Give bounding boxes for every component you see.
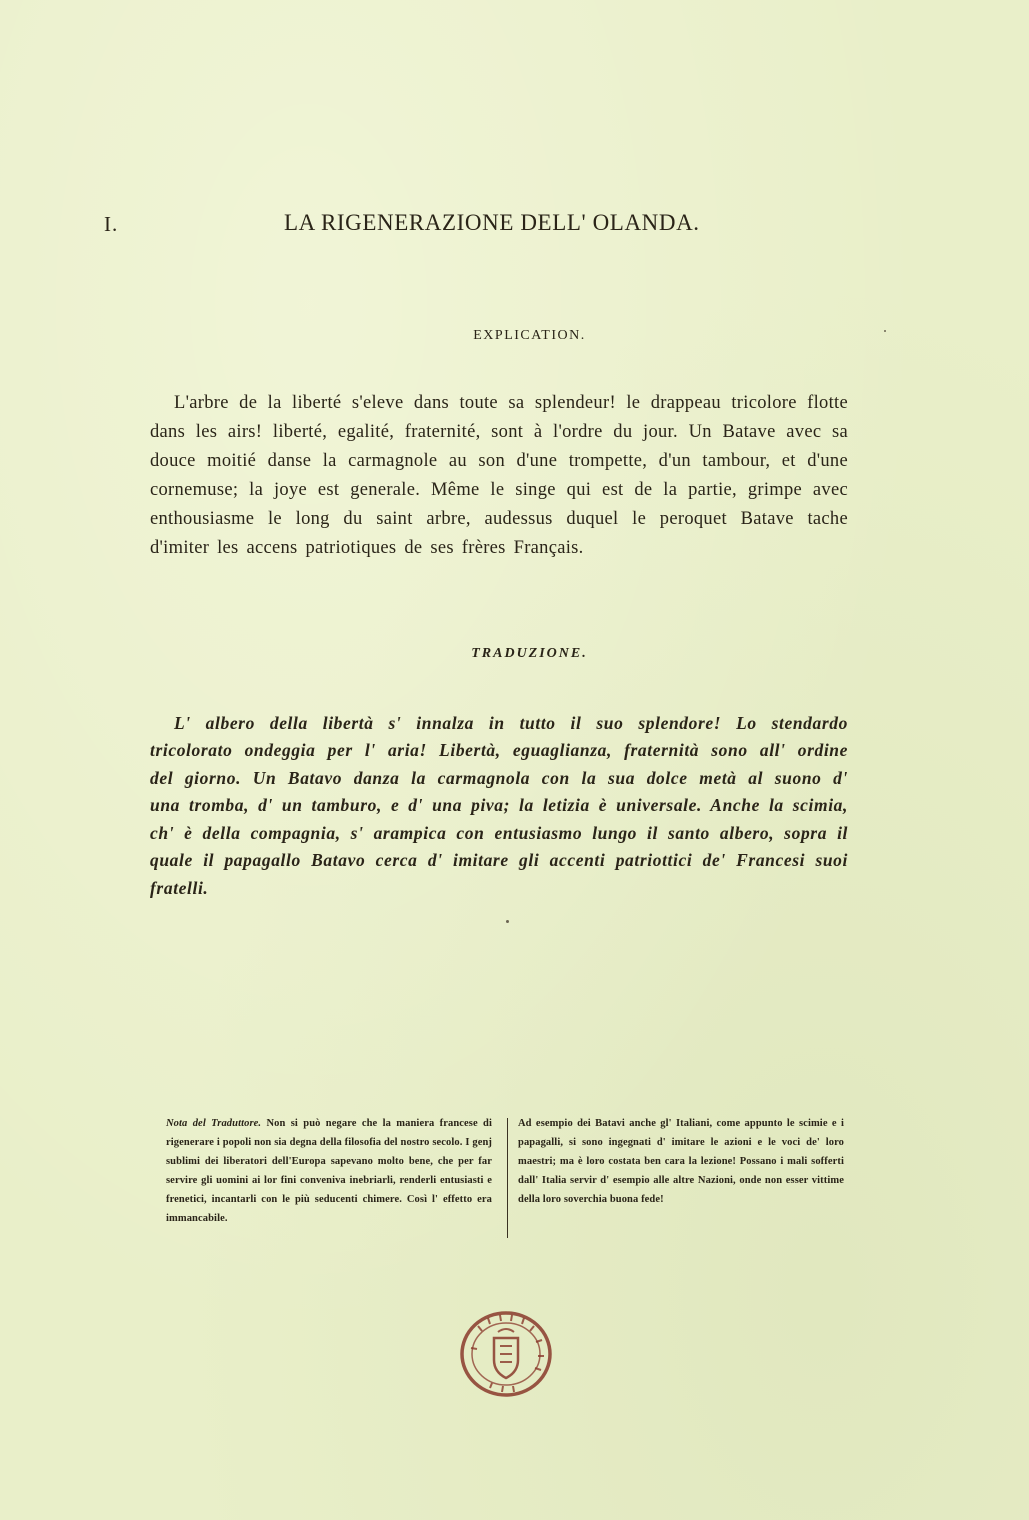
page-title: LA RIGENERAZIONE DELL' OLANDA. <box>284 210 700 235</box>
translator-note-right-column <box>518 1114 844 1209</box>
traduzione-paragraph: L' albero della libertà s' innalza in tutto il suo splendore! Lo stendardo tricolorato ondeggia per l' aria! Libertà, eguaglianza, fraternità sono all' ordine del giorno. Un Batavo danza la carmagnola con la sua dolce metà al suono d' una tromba, d' un tamburo, e d' una piva; la letizia è universale. Anche la scimia, ch' è della compagnia, s' arampica con entusiasmo lungo il santo albero, sopra il quale il papagallo Batavo cerca d' imitare gli accenti patriottici de' Francesi suoi fratelli. <box>150 712 848 898</box>
explication-paragraph: L'arbre de la liberté s'eleve dans toute sa splendeur! le drappeau tricolore flotte dans les airs! liberté, egalité, fraternité, sont à l'ordre du jour. Un Batave avec sa douce moitié danse la carmagnole au son d'une trompette, d'un tambour, et d'une cornemuse; la joye est generale. Même le singe qui est de la partie, grimpe avec enthousiasme le long du saint arbre, audessus duquel le peroquet Batave tache d'imiter les accens patriotiques de ses frères Français. <box>150 392 848 558</box>
translator-note-label: Nota del Traduttore. <box>166 1118 262 1129</box>
translator-note-left-column <box>166 1114 492 1228</box>
traduzione-heading: TRADUZIONE. <box>471 646 588 661</box>
explication-heading: EXPLICATION. <box>473 328 586 343</box>
translator-note-right-text: Ad esempio dei Batavi anche gl' Italiani, come appunto le scimie e i papagalli, si sono ingegnati d' imitare le azioni e le voci de' loro maestri; ma è loro costata ben cara la lezione! Possano i mali sofferti dall' Italia servir d' esempio alle altre Nazioni, onde non esser vittime della loro soverchia buona fede! <box>518 1118 844 1205</box>
ink-speck <box>506 920 509 923</box>
library-seal-icon <box>456 1308 556 1400</box>
column-divider <box>507 1118 508 1238</box>
ink-speck <box>884 330 886 332</box>
translator-note-left-text: Non si può negare che la maniera francese di rigenerare i popoli non sia degna della filosofia del nostro secolo. I genj sublimi dei liberatori dell'Europa sapevano molto bene, che per far servire gli uomini ai lor fini conveniva inebriarli, renderli entusiasti e frenetici, incantarli con le più seducenti chimere. Così l' effetto era immancabile. <box>166 1118 492 1224</box>
library-seal-graphic <box>456 1308 556 1400</box>
plate-number: I. <box>104 212 119 236</box>
